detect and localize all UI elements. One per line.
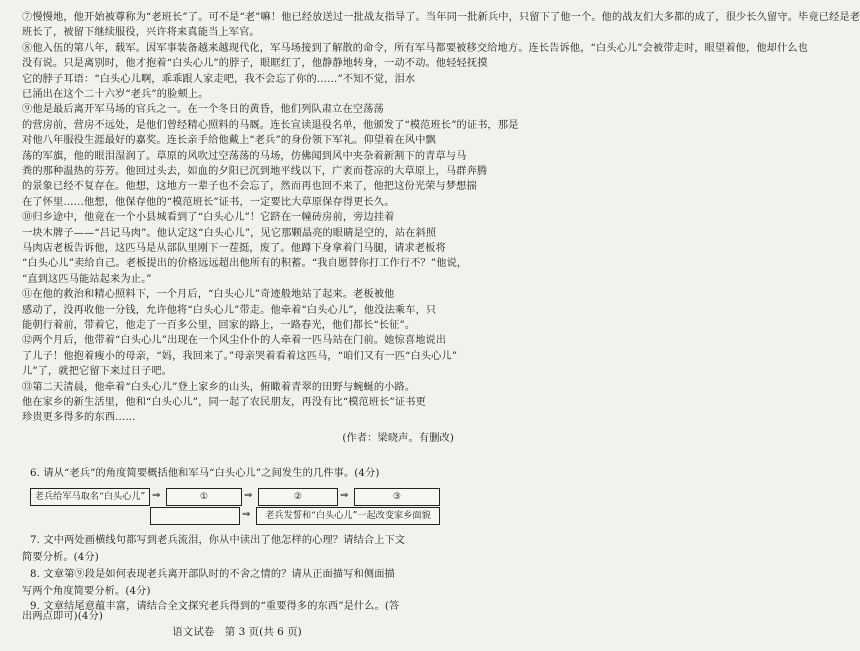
passage-line: 对他八年服役生涯最好的嘉奖。连长亲手给他戴上“老兵”的身份领下军礼。仰望着在风中飘 (22, 135, 436, 147)
author-note: (作者：梁晓声。有删改) (342, 433, 454, 444)
flow-blank-3-copy (150, 507, 240, 525)
question-7-line1: 7. 文中两处画横线句都写到老兵流泪，你从中读出了他怎样的心理？请结合上下文 (30, 535, 406, 546)
flow-blank-1: ① (166, 488, 242, 506)
passage-line: 能朝行着前，带着它，他走了一百多公里，回家的路上，一路春光，他们都长“长征”。 (22, 320, 416, 331)
flow-end-box: 老兵发誓和“白头心儿”一起改变家乡面貌 (256, 507, 440, 525)
question-9-line2: 出两点即可)(4分) (22, 611, 104, 622)
passage-line: 珍贵更多得多的东西…… (22, 412, 136, 424)
passage-line: 它的脖子耳语：“白头心儿啊，乖乖跟人家走吧，我不会忘了你的……”不知不觉，泪水 (22, 73, 416, 85)
page-footer: 语文试卷 第 3 页(共 6 页) (172, 626, 302, 638)
passage-line: 没有说。只是离别时，他才抱着“白头心儿”的脖子，眼眶红了，他静静地转身，一动不动。他轻轻抚摸 (22, 58, 488, 70)
flow-blank-2: ② (258, 488, 338, 506)
passage-line: 在了怀里……他想，他保存他的“模范班长”证书，一定要比大草原保存得更长久。 (22, 196, 395, 208)
passage-line: 感动了，没再收他一分钱，允许他将“白头心儿”带走。他牵着“白头心儿”，他没法乘车，只 (22, 304, 437, 316)
passage-line: 班长了，被留下继续服役，兴许将来真能当上军官。 (22, 27, 260, 39)
passage-line: 他在家乡的新生活里，他和“白头心儿”，同一起了农民朋友，再没有比“模范班长”证书更 (22, 397, 426, 408)
passage-line: 已涌出在这个二十六岁“老兵”的脸颊上。 (22, 89, 209, 100)
passage-line: ⑧他入伍的第八年，载军。因军事装备越来越现代化，军马场接到了解散的命令，所有军马都要被移交给地方。连长告诉他，“白头心儿”会被带走时，眼望着他，他却什么也 (22, 42, 809, 54)
passage-line: 粪的那种温热的芬芳。他回过头去，如血的夕阳已沉到地平线以下，广袤而苍凉的大草原上，马群奔腾 (22, 166, 488, 177)
flow-start-box: 老兵给军马取名“白头心儿” (30, 488, 150, 506)
passage-line: 马肉店老板告诉他，这匹马是从部队里刚下一茬挺，废了。他蹲下身拿着门马腿，请求老板将 (22, 243, 446, 254)
arrow-right-icon: ⇒ (152, 490, 161, 501)
passage-line: ⑨他是最后离开军马场的官兵之一。在一个冬日的黄昏，他们列队肃立在空荡荡 (22, 104, 384, 116)
passage-line: ⑩归乡途中，他竟在一个小县城看到了“白头心儿”！它跻在一幢砖房前，旁边挂着 (22, 212, 395, 224)
question-8-line2: 写两个角度简要分析。(4分) (22, 586, 151, 597)
arrow-right-icon: ⇒ (242, 509, 251, 520)
passage-line: 一块木牌子——“吕记马肉”。他认定这“白头心儿”，见它那颗晶亮的眼睛是空的，站在斜照 (22, 227, 437, 239)
passage-line: 儿”了，就把它留下来过日子吧。 (22, 366, 173, 378)
arrow-right-icon: ⇒ (340, 490, 349, 501)
passage-line: 了儿子！他抱着瘦小的母亲，“妈，我回来了。”母亲哭着看着这匹马，“咱们又有一匹“白头心儿” (22, 350, 458, 362)
question-9-line1: 9. 文章结尾意蕴丰富，请结合全文探究老兵得到的“重要得多的东西”是什么。(答 (30, 601, 400, 612)
flow-blank-3: ③ (354, 488, 440, 506)
passage-line: 的景象已经不复存在。他想，这地方一辈子也不会忘了，然而再也回不来了，他把这份光荣与梦想揣 (22, 181, 477, 193)
passage-line: “直到这匹马能站起来为止。” (22, 273, 152, 285)
question-6: 6. 请从“老兵”的角度简要概括他和军马“白头心儿”之间发生的几件事。(4分) (30, 468, 380, 479)
passage-line: ⑫两个月后，他带着“白头心儿”出现在一个风尘仆仆的人牵着一匹马站在门前。她惊喜地说出 (22, 335, 447, 347)
question-8-line1: 8. 文章第⑨段是如何表现老兵离开部队时的不舍之情的？请从正面描写和侧面描 (30, 569, 395, 580)
passage-line: “白头心儿”卖给自己。老板提出的价格远远超出他所有的积蓄。“我自愿替你打工作行不？”他说， (22, 258, 468, 270)
event-flowchart (30, 486, 450, 524)
question-7-line2: 简要分析。(4分) (22, 552, 99, 563)
passage-line: 的营房前，营房不远处，是他们曾经精心照料的马厩。连长宣读退役名单，他颁发了“模范班长”的证书，那是 (22, 119, 519, 131)
passage-line: ⑪在他的救治和精心照料下，一个月后，“白头心儿”奇迹般地站了起来。老板被他 (22, 289, 395, 301)
passage-line: ⑬第二天清晨，他牵着“白头心儿”登上家乡的山头，俯瞰着青翠的田野与蜿蜒的小路。 (22, 381, 416, 393)
passage-line: ⑦慢慢地，他开始被尊称为“老班长”了。可不是“老”嘛！他已经放送过一批战友指导了。当年同一批新兵中，只留下了他一个。他的战友们大多都的成了，很少长久留守。毕竟已经是老 (22, 12, 860, 23)
passage-line: 荡的军旗，他的眼泪湿润了。草原的风吹过空荡荡的马场，仿佛闻到风中夹杂着新割下的青草与马 (22, 150, 467, 162)
arrow-right-icon: ⇒ (244, 490, 253, 501)
